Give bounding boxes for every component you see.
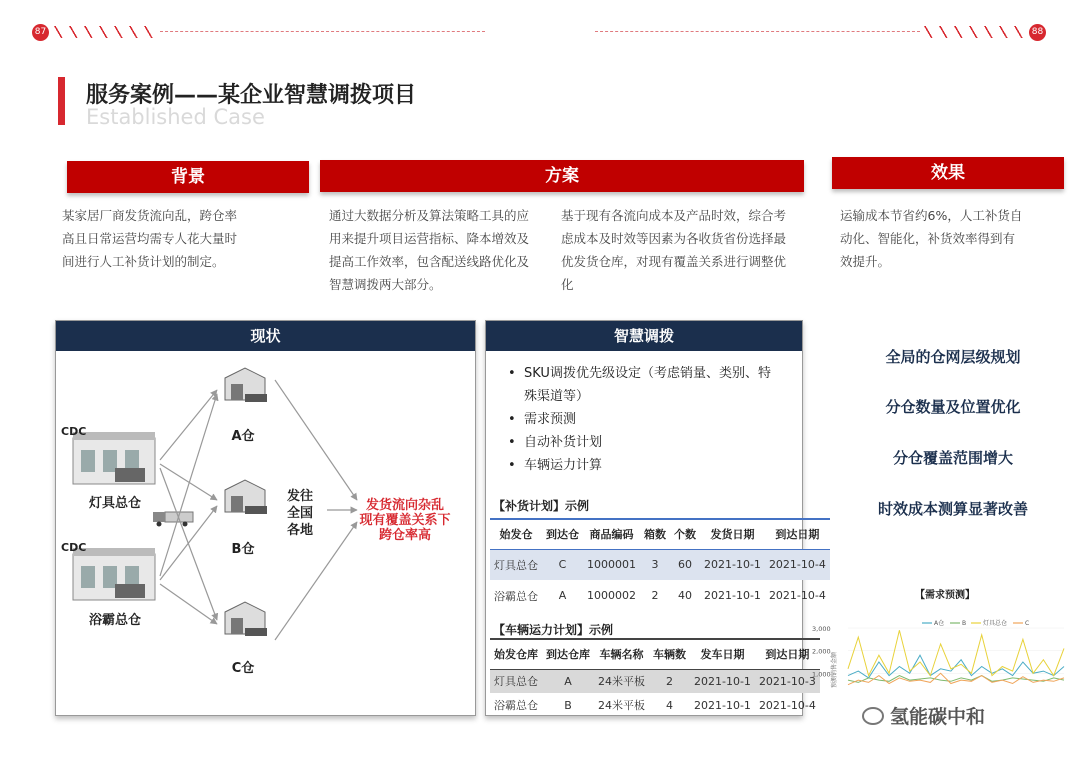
legend-entry: 灯具总仓 [983,620,1008,627]
y-tick-label: 3,000 [812,625,831,633]
y-tick-label: 1,000 [812,670,831,679]
bullet-vehicle-capacity: • 车辆运力计算 [504,454,794,477]
series-line [848,630,1064,675]
col-header: 发车日期 [690,639,755,669]
title-accent-bar [58,77,65,125]
effect-item-network-planning: 全局的仓网层级规划 [885,348,1021,366]
col-header: 车辆名称 [594,639,649,669]
col-header: 箱数 [640,519,670,549]
table-row: 浴霸总仓 A 1000002 2 40 2021-10-1 2021-10-4 [494,589,826,603]
ship-nationwide-label: 发往 全国 各地 [286,489,313,538]
col-header: 发货日期 [700,519,765,549]
cdc-building-lamp [73,432,155,484]
col-header: 到达仓库 [542,639,594,669]
vehicle-table-title: 【车辆运力计划】示例 [493,623,614,637]
effect-text: 运输成本节省约6%，人工补货自 动化、智能化，补货效率得到有 效提升。 [840,208,1023,269]
col-header: 车辆数 [649,639,690,669]
series-line [848,673,1064,684]
wechat-icon [862,707,884,725]
page-title: 服务案例——某企业智慧调拨项目 [86,83,417,108]
warehouse-c-icon [225,602,267,636]
legend-entry: A仓 [934,620,945,627]
col-header: 商品编码 [583,519,640,549]
warehouse-b-icon [225,480,267,514]
bullet-demand-forecast: • 需求预测 [504,408,794,431]
effect-item-warehouse-optimization: 分仓数量及位置优化 [885,398,1021,416]
page-subtitle: Established Case [86,105,265,129]
cdc-building-bath [73,548,155,600]
warehouse-a-label: A仓 [231,429,255,444]
col-header: 到达仓 [542,519,583,549]
table-row: 灯具总仓 C 1000001 3 60 2021-10-1 2021-10-4 [490,549,830,580]
col-header: 个数 [670,519,700,549]
legend-entry: C [1025,620,1030,627]
source-lamp-label: 灯具总仓 [88,496,141,511]
warehouse-c-label: C仓 [231,661,255,676]
hatch-decoration-right [924,26,1024,38]
replenish-table-title: 【补货计划】示例 [493,499,590,513]
background-heading: 背景 [67,161,309,193]
source-bath-label: 浴霸总仓 [88,613,141,628]
smart-allocation-heading: 智慧调拨 [486,321,802,351]
dashed-rule-left [160,31,485,32]
y-axis-label: 预测销售金额 [831,651,838,689]
table-row: 浴霸总仓 B 24米平板 4 2021-10-1 2021-10-4 [494,698,816,712]
background-text: 某家居厂商发货流向乱，跨仓率 高且日常运营均需专人花大量时 间进行人工补货计划的制定。 [62,208,238,269]
y-tick-label: 2,000 [812,647,831,656]
table-row: 灯具总仓 A 24米平板 2 2021-10-1 2021-10-3 [490,669,820,693]
status-heading: 现状 [56,321,475,351]
effect-heading: 效果 [832,157,1064,189]
page-number-right: 88 [1029,24,1046,41]
truck-icon [153,512,193,527]
dashed-rule-right [595,31,920,32]
bullet-sku-priority: • SKU调拨优先级设定（考虑销量、类别、特 殊渠道等） [504,362,794,408]
replenish-table [490,518,830,611]
cdc-label-2: CDC [61,541,87,554]
solution-text-left: 通过大数据分析及算法策略工具的应 用来提升项目运营指标、降本增效及 提高工作效率，包含配送线路优化及 智慧调拨两大部分。 [329,208,530,292]
solution-text-right: 基于现有各流向成本及产品时效，综合考 虑成本及时效等因素为各收货省份选择最 优发货仓库，对现有覆盖关系进行调整优 化 [561,208,787,292]
bullet-auto-replenish: • 自动补货计划 [504,431,794,454]
vehicle-table [490,638,820,717]
solution-heading: 方案 [320,160,804,192]
warehouse-b-label: B仓 [231,542,255,557]
legend-entry: B [962,620,967,627]
effect-item-coverage: 分仓覆盖范围增大 [892,449,1013,467]
cdc-label-1: CDC [61,425,87,438]
page-number-left: 87 [32,24,49,41]
demand-forecast-chart [812,612,1070,704]
col-header: 到达日期 [765,519,830,549]
watermark: 氢能碳中和 [862,702,985,729]
effect-item-cost-time: 时效成本测算显著改善 [877,500,1028,518]
smart-bullets [504,362,794,477]
col-header: 始发仓库 [490,639,542,669]
col-header: 到达日期 [755,639,820,669]
warehouse-a-icon [225,368,267,402]
chart-title: 【需求预测】 [915,590,975,601]
hatch-decoration-left [54,26,154,38]
col-header: 始发仓 [490,519,542,549]
problem-text: 发货流向杂乱 现有覆盖关系下 跨仓率高 [359,498,451,543]
